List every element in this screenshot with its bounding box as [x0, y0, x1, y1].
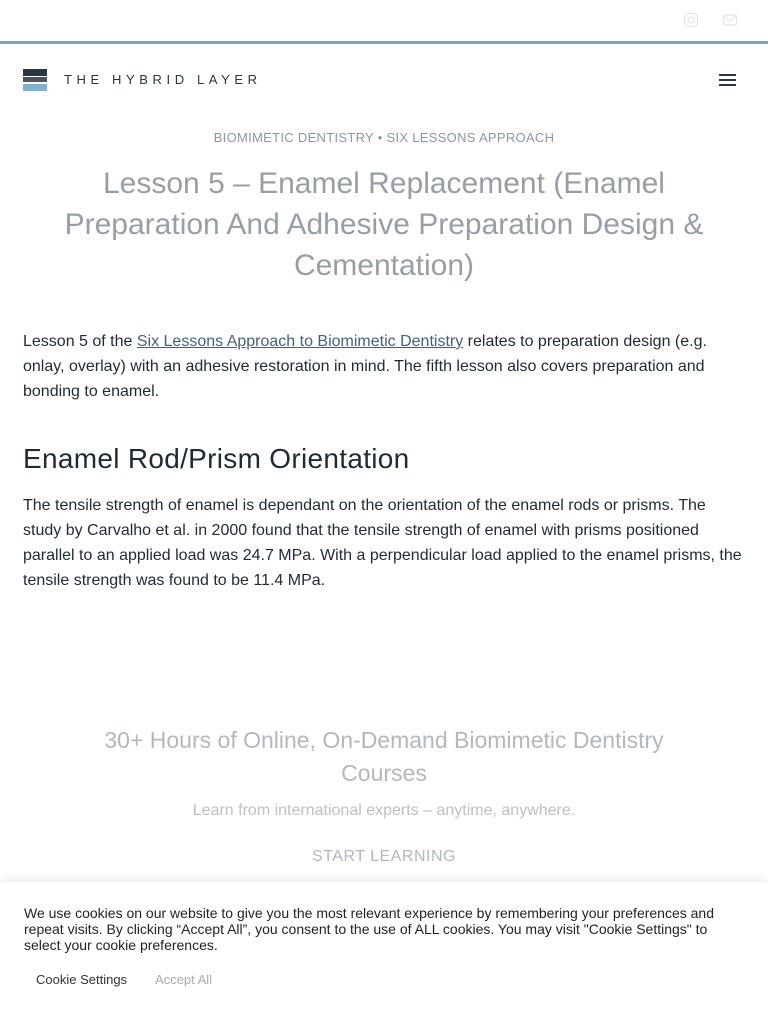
cookie-text: We use cookies on our website to give you the most relevant experience by remembering your preferences and repeat visits. By clicking “Accept All”, you consent to the use of ALL cookies. You may visit "Cookie Settings" to select your cookie preferences.	[24, 905, 714, 953]
mail-icon[interactable]	[722, 12, 738, 28]
logo-bar-bottom	[23, 84, 47, 91]
section-paragraph: The tensile strength of enamel is dependant on the orientation of the enamel rods or prisms. The study by Carvalho et al. in 2000 found that the tensile strength of enamel with prisms positioned parallel to an applied load was 24.7 MPa. With a perpendicular load applied to the enamel prisms, the tensile strength was found to be 11.4 MPa.	[23, 497, 742, 589]
intro-text-after: relates to preparation design (e.g. onlay, overlay) with an adhesive restoration in mind. The fifth lesson also covers preparation and bonding to enamel.	[23, 333, 707, 400]
cookie-settings-button[interactable]: Cookie Settings	[36, 972, 128, 987]
promo-title: 30+ Hours of Online, On-Demand Biomimetic Dentistry Courses	[104, 727, 664, 786]
intro-paragraph	[23, 329, 745, 404]
category-separator: •	[373, 130, 387, 145]
start-learning-button[interactable]: START LEARNING	[312, 848, 456, 865]
six-lessons-link[interactable]: Six Lessons Approach to Biomimetic Dentistry	[136, 333, 464, 350]
post-categories	[0, 130, 768, 145]
hamburger-menu-icon[interactable]	[719, 72, 737, 88]
page-title: Lesson 5 – Enamel Replacement (Enamel Preparation And Adhesive Preparation Design & Cementation)	[64, 167, 704, 282]
category-link-six-lessons[interactable]: SIX LESSONS APPROACH	[386, 130, 555, 145]
site-logo[interactable]	[23, 69, 47, 91]
logo-bar-top	[23, 69, 47, 76]
brand-name[interactable]: THE HYBRID LAYER	[64, 72, 262, 87]
accept-all-button[interactable]: Accept All	[155, 972, 213, 987]
section-heading: Enamel Rod/Prism Orientation	[23, 443, 410, 474]
top-bar	[0, 0, 768, 44]
logo-bar-middle	[23, 77, 47, 82]
instagram-icon[interactable]	[683, 12, 699, 28]
category-link-biomimetic[interactable]: BIOMIMETIC DENTISTRY	[213, 130, 374, 145]
cookie-banner	[0, 882, 768, 1024]
intro-text-before: Lesson 5 of the	[23, 333, 137, 350]
promo-subtitle: Learn from international experts – anytime, anywhere.	[192, 802, 576, 819]
